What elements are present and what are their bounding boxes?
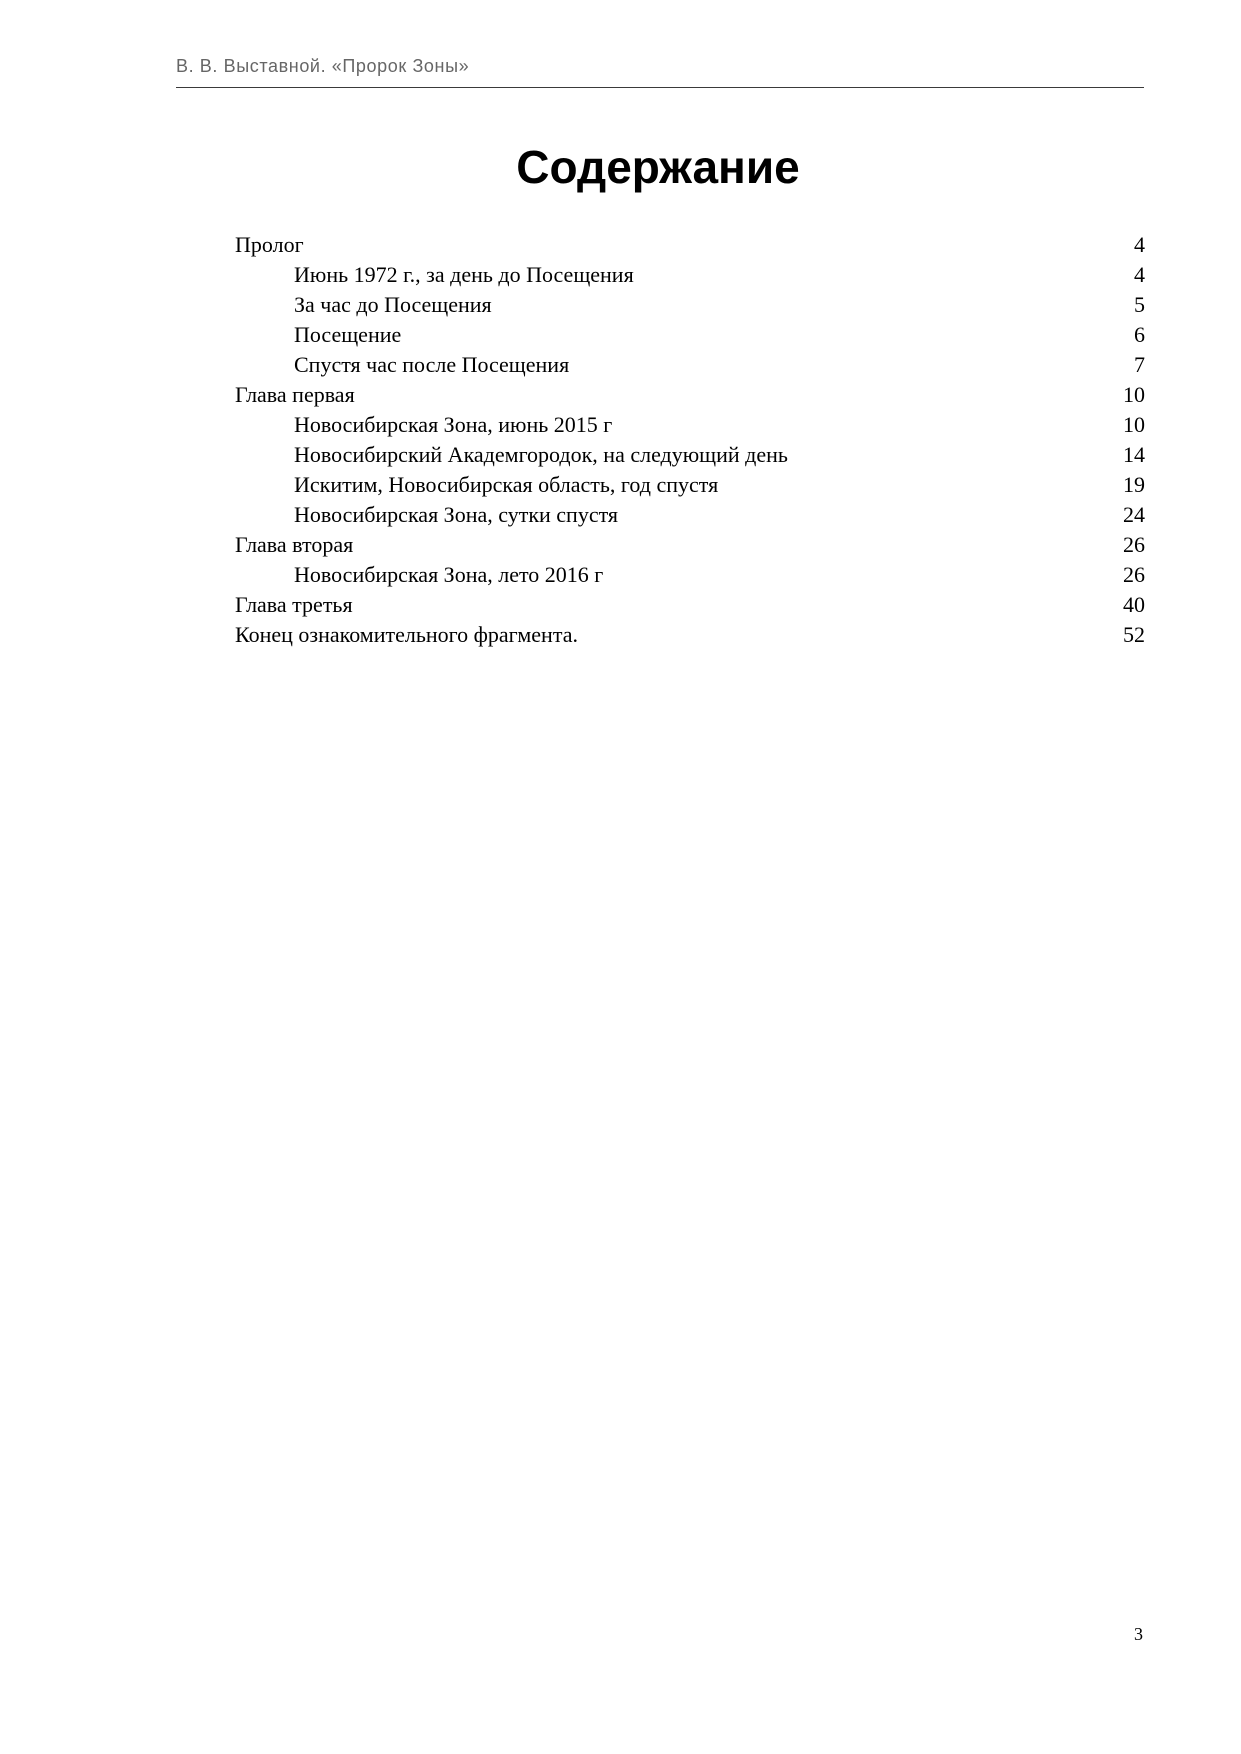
toc-entry-page: 40: [1123, 592, 1145, 617]
toc-entry-page: 7: [1134, 352, 1145, 377]
toc-entry[interactable]: [235, 440, 1145, 470]
page-number: 3: [1134, 1624, 1143, 1644]
toc-entry[interactable]: [235, 560, 1145, 590]
toc-entry[interactable]: [235, 410, 1145, 440]
toc-entry[interactable]: [235, 350, 1145, 380]
toc-entry-label: Новосибирская Зона, лето 2016 г: [294, 562, 604, 587]
toc-entry[interactable]: [235, 530, 1145, 560]
toc-entry-label: Глава вторая: [235, 532, 354, 557]
toc-entry-page: 6: [1134, 322, 1145, 347]
running-header: В. В. Выставной. «Пророк Зоны»: [176, 56, 470, 76]
toc-entry[interactable]: [235, 470, 1145, 500]
toc-entry-page: 10: [1123, 412, 1145, 437]
toc-entry-page: 10: [1123, 382, 1145, 407]
toc-entry-label: Искитим, Новосибирская область, год спустя: [294, 472, 719, 497]
table-of-contents: [235, 230, 1145, 650]
toc-entry-label: Глава третья: [235, 592, 353, 617]
page-title: Содержание: [516, 141, 800, 193]
toc-entry[interactable]: [235, 500, 1145, 530]
toc-entry-label: Конец ознакомительного фрагмента.: [235, 622, 578, 647]
toc-entry[interactable]: [235, 230, 1145, 260]
toc-entry-label: За час до Посещения: [294, 292, 492, 317]
header-divider: [176, 87, 1144, 88]
toc-entry-page: 5: [1134, 292, 1145, 317]
toc-entry-page: 4: [1134, 262, 1145, 287]
toc-entry-label: Посещение: [294, 322, 402, 347]
toc-entry[interactable]: [235, 320, 1145, 350]
toc-entry-label: Спустя час после Посещения: [294, 352, 570, 377]
toc-entry-label: Новосибирский Академгородок, на следующий день: [294, 442, 788, 467]
toc-entry-page: 52: [1123, 622, 1145, 647]
toc-entry-label: Глава первая: [235, 382, 355, 407]
toc-entry[interactable]: [235, 590, 1145, 620]
toc-entry-label: Новосибирская Зона, июнь 2015 г: [294, 412, 613, 437]
toc-entry-label: Июнь 1972 г., за день до Посещения: [294, 262, 634, 287]
toc-entry-page: 24: [1123, 502, 1145, 527]
toc-entry[interactable]: [235, 290, 1145, 320]
toc-entry-page: 4: [1134, 232, 1145, 257]
toc-entry-page: 26: [1123, 532, 1145, 557]
toc-entry-label: Пролог: [235, 232, 304, 257]
toc-entry[interactable]: [235, 620, 1145, 650]
toc-entry[interactable]: [235, 260, 1145, 290]
toc-entry-label: Новосибирская Зона, сутки спустя: [294, 502, 619, 527]
toc-entry-page: 26: [1123, 562, 1145, 587]
toc-entry[interactable]: [235, 380, 1145, 410]
toc-entry-page: 14: [1123, 442, 1145, 467]
toc-entry-page: 19: [1123, 472, 1145, 497]
